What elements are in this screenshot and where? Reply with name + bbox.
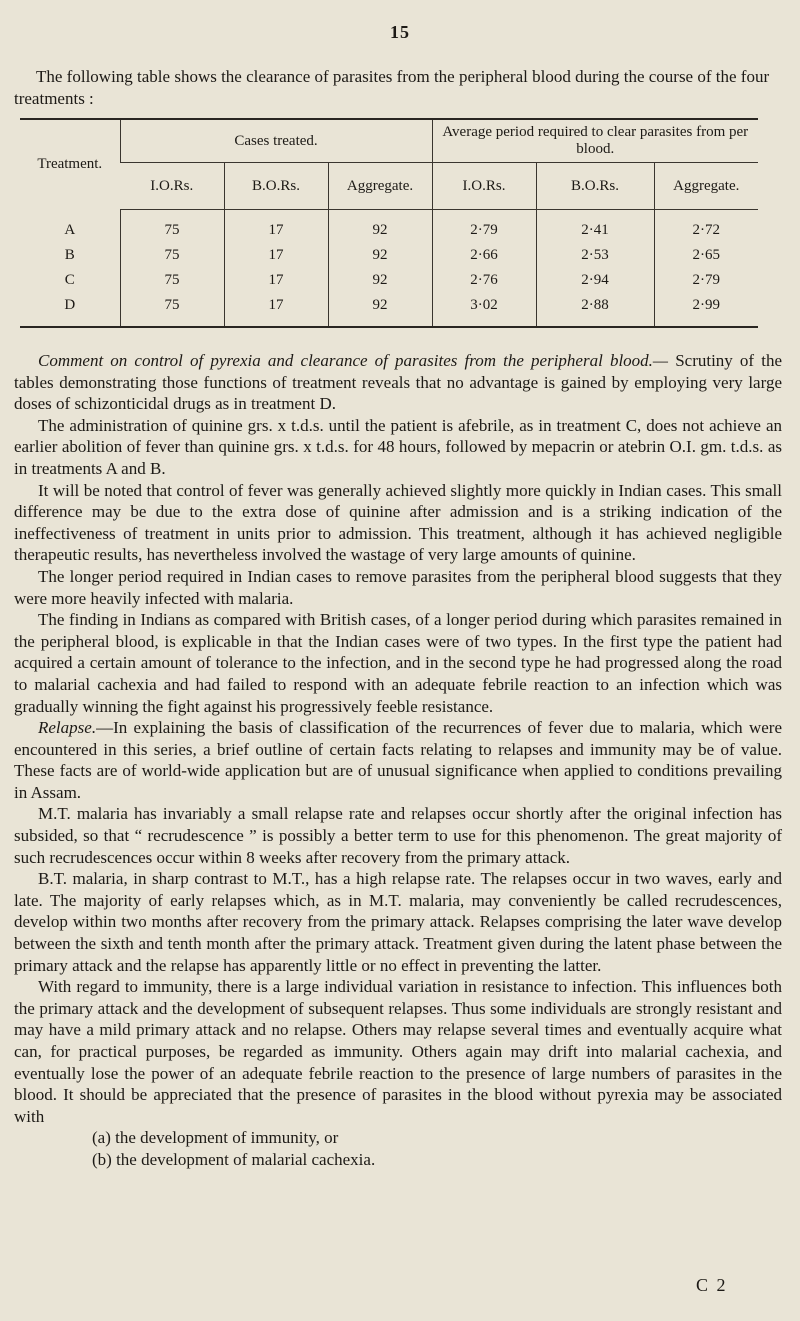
table-cell: 2·53 (536, 243, 654, 268)
parasite-clearance-table (20, 118, 758, 328)
table-cell: 92 (328, 293, 432, 327)
table-cell: 75 (120, 293, 224, 327)
row-treatment-label: A (64, 221, 76, 238)
paragraph: M.T. malaria has invariably a small relapse rate and relapses occur shortly after the original infection has subsided, so that “ recrudescence ” is possibly a better term to use for this phenomenon. The great majority of such recrudescences occur within 8 weeks after recovery from the primary attack. (14, 804, 782, 867)
table-cell: 2·79 (432, 210, 536, 244)
paragraph-comment (14, 350, 782, 415)
table-cell: 17 (224, 210, 328, 244)
section-heading-comment: Comment on control of pyrexia and clearance of parasites from the peripheral blood.— (38, 351, 669, 370)
table-cell: 92 (328, 210, 432, 244)
table-cell: 2·41 (536, 210, 654, 244)
body-text (14, 350, 782, 1171)
table-row (20, 293, 758, 327)
table-row (20, 210, 758, 244)
table-cell: 75 (120, 268, 224, 293)
table-cell: 75 (120, 210, 224, 244)
paragraph-text: Scrutiny of the tables demonstrating those functions of treatment reveals that no advantage is gained by employing very large doses of schizonticidal drugs as in treatment D. (14, 351, 782, 414)
table-row (20, 268, 758, 293)
table-cell: 17 (224, 293, 328, 327)
paragraph-relapse (14, 717, 782, 803)
subheader-period-ior: I.O.Rs. (432, 163, 536, 210)
table-cell: 3·02 (432, 293, 536, 327)
table-cell: 2·88 (536, 293, 654, 327)
row-treatment-label: B (64, 247, 75, 263)
subheader-cases-bor: B.O.Rs. (224, 163, 328, 210)
row-treatment-label: D (64, 297, 76, 313)
row-treatment-label: C (64, 272, 75, 288)
table-cell: 17 (224, 243, 328, 268)
table-cell: 92 (328, 268, 432, 293)
table-cell: 2·94 (536, 268, 654, 293)
paragraph: The longer period required in Indian cases to remove parasites from the peripheral blood suggests that they were more heavily infected with malaria. (14, 566, 782, 608)
paragraph: It will be noted that control of fever was generally achieved slightly more quickly in Indian cases. This small difference may be due to the extra dose of quinine after admission and is a striking indication of the ineffectiveness of treatment in units prior to admission. This treatment, although it has achieved negligible therapeutic results, has nevertheless involved the wastage of very large amounts of quinine. (14, 480, 782, 565)
table-cell: 2·79 (654, 268, 758, 293)
header-cases-treated: Cases treated. (120, 119, 432, 163)
signature-mark: C 2 (696, 1275, 728, 1295)
table-cell: 92 (328, 243, 432, 268)
header-treatment: Treatment. (37, 156, 103, 173)
paragraph: The finding in Indians as compared with British cases, of a longer period during which parasites remained in the peripheral blood, is explicable in that the Indian cases were of two types. In the first type the patient had acquired a certain amount of tolerance to the infection, and in the second type he had progressed along the road to malarial cachexia and had failed to respond with an adequate febrile reaction to an infection which was gradually winning the fight against his progressively feeble resistance. (14, 610, 782, 716)
page-number: 15 (390, 22, 410, 42)
table-cell: 2·72 (654, 210, 758, 244)
list-item: (b) the development of malarial cachexia. (92, 1149, 376, 1169)
section-heading-relapse: Relapse. (38, 718, 97, 738)
table-cell: 2·99 (654, 293, 758, 327)
header-average-period: Average period required to clear parasites from per blood. (432, 119, 758, 163)
paragraph: The administration of quinine grs. x t.d.s. until the patient is afebrile, as in treatment C, does not achieve an earlier abolition of fever than quinine grs. x t.d.s. for 48 hours, followed by mepacrin or atebrin O.I. gm. t.d.s. as in treatments A and B. (14, 415, 782, 478)
table-cell: 75 (120, 243, 224, 268)
table-cell: 2·66 (432, 243, 536, 268)
intro-paragraph: The following table shows the clearance of parasites from the peripheral blood during the course of the four treatments : (14, 67, 770, 108)
table-cell: 17 (224, 268, 328, 293)
paragraph: B.T. malaria, in sharp contrast to M.T., has a high relapse rate. The relapses occur in two waves, early and late. The majority of early relapses which, as in M.T. malaria, may conveniently be called recrudescences, develop within two months after recovery from the primary attack. Relapses comprising the later wave develop between the sixth and tenth month after the primary attack. Treatment given during the latent phase between the primary attack and the relapse has apparently little or no effect in preventing the latter. (14, 869, 782, 975)
list-item: (a) the development of immunity, or (92, 1128, 339, 1148)
subheader-cases-ior: I.O.Rs. (120, 163, 224, 210)
table-cell: 2·65 (654, 243, 758, 268)
paragraph-text: —In explaining the basis of classification of the recurrences of fever due to malaria, which were encountered in this series, a brief outline of certain facts relating to relapses and immunity may be of value. These facts are of world-wide application but are of unusual significance when applied to conditions prevailing in Assam. (14, 718, 782, 802)
subheader-period-bor: B.O.Rs. (536, 163, 654, 210)
table-cell: 2·76 (432, 268, 536, 293)
paragraph: With regard to immunity, there is a large individual variation in resistance to infection. This influences both the primary attack and the development of subsequent relapses. Thus some individuals are strongly resistant and may have a mild primary attack and no relapse. Others may relapse several times and eventually acquire what can, for practical purposes, be regarded as immunity. Others again may drift into malarial cachexia, and eventually lose the power of an adequate febrile reaction to the presence of large numbers of parasites in the blood. It should be appreciated that the presence of parasites in the blood without pyrexia may be associated with (14, 977, 782, 1126)
subheader-cases-aggregate: Aggregate. (328, 163, 432, 210)
subheader-period-aggregate: Aggregate. (654, 163, 758, 210)
table-row (20, 243, 758, 268)
